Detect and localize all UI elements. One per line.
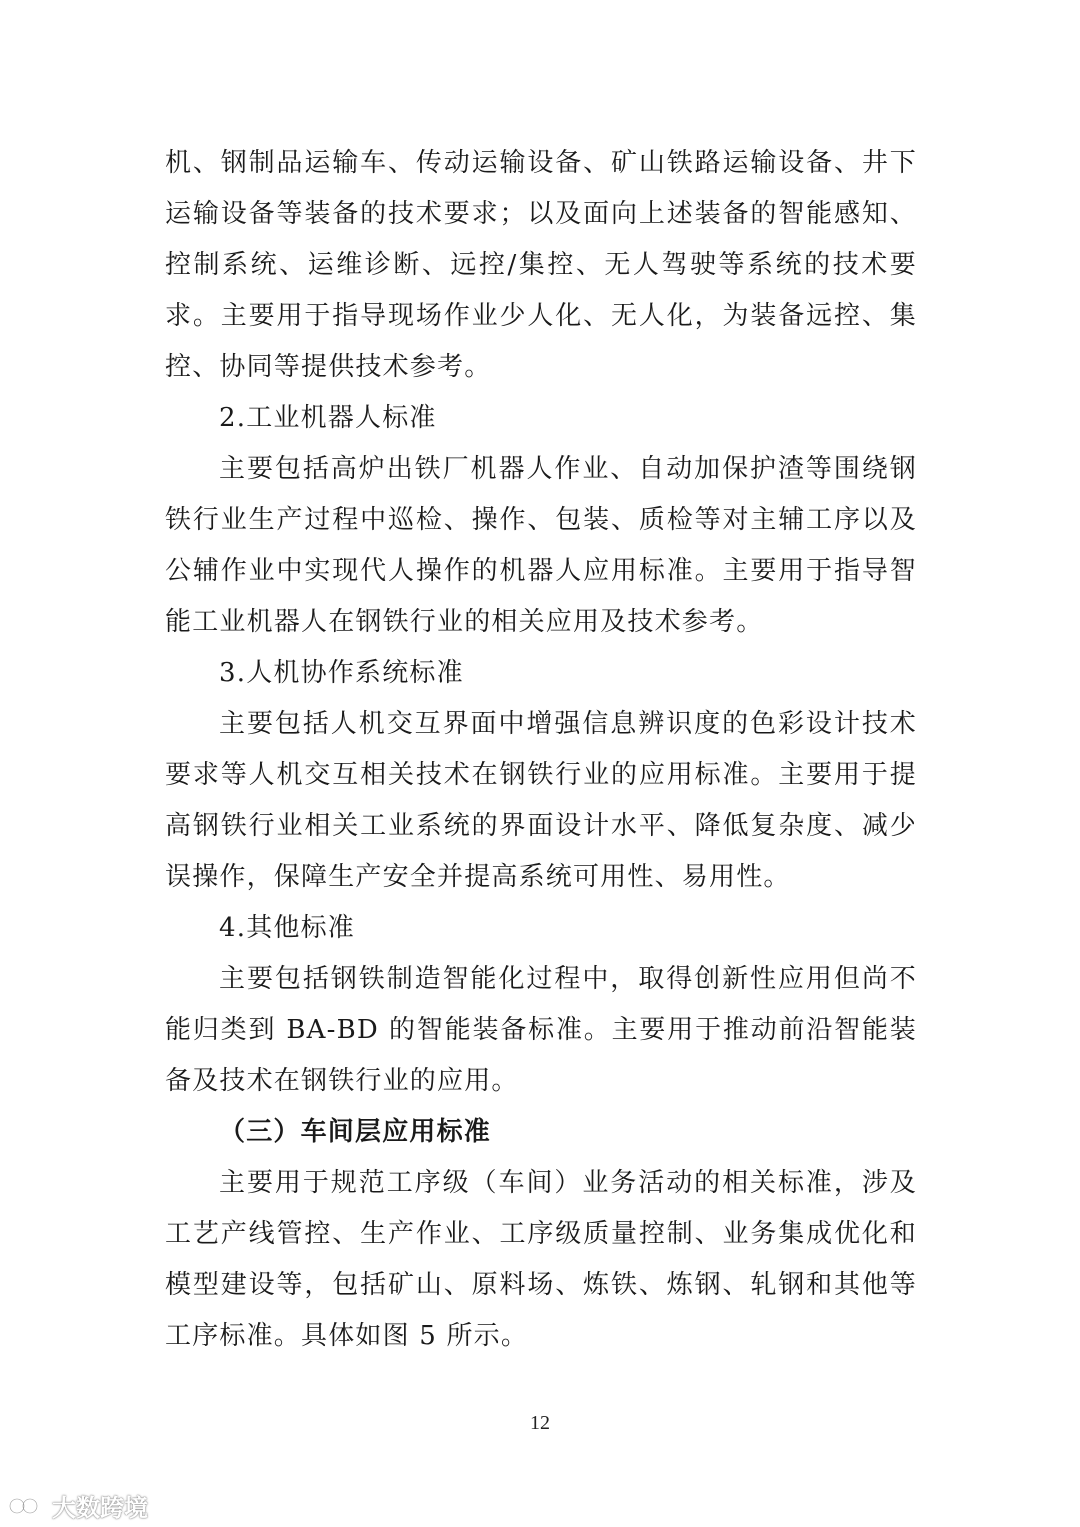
paragraph-workshop-level: 主要用于规范工序级（车间）业务活动的相关标准，涉及工艺产线管控、生产作业、工序级质量控制、业务集成优化和模型建设等，包括矿山、原料场、炼铁、炼钢、轧钢和其他等工序标准。具体如图 5 所示。 <box>165 1168 917 1351</box>
paragraph-continuation: 机、钢制品运输车、传动运输设备、矿山铁路运输设备、井下运输设备等装备的技术要求；以及面向上述装备的智能感知、控制系统、运维诊断、远控/集控、无人驾驶等系统的技术要求。主要用于指导现场作业少人化、无人化，为装备远控、集控、协同等提供技术参考。 <box>165 148 917 382</box>
page-number: 12 <box>530 1412 550 1434</box>
watermark-text: 大数跨境 <box>52 1494 148 1522</box>
paragraph-human-machine: 主要包括人机交互界面中增强信息辨识度的色彩设计技术要求等人机交互相关技术在钢铁行业的应用标准。主要用于提高钢铁行业相关工业系统的界面设计水平、降低复杂度、减少误操作，保障生产安全并提高系统可用性、易用性。 <box>165 709 917 892</box>
heading-workshop-level: （三）车间层应用标准 <box>219 1117 492 1147</box>
logo-icon <box>8 1495 48 1517</box>
heading-other-standards: 4.其他标准 <box>219 913 356 943</box>
paragraph-other-standards: 主要包括钢铁制造智能化过程中，取得创新性应用但尚不能归类到 BA-BD 的智能装备标准。主要用于推动前沿智能装备及技术在钢铁行业的应用。 <box>165 964 917 1096</box>
paragraph-industrial-robot: 主要包括高炉出铁厂机器人作业、自动加保护渣等围绕钢铁行业生产过程中巡检、操作、包装、质检等对主辅工序以及公辅作业中实现代人操作的机器人应用标准。主要用于指导智能工业机器人在钢铁行业的相关应用及技术参考。 <box>165 454 917 637</box>
watermark <box>8 1488 148 1523</box>
document-body <box>165 138 917 1362</box>
heading-human-machine: 3.人机协作系统标准 <box>219 658 464 688</box>
heading-industrial-robot: 2.工业机器人标准 <box>219 403 437 433</box>
